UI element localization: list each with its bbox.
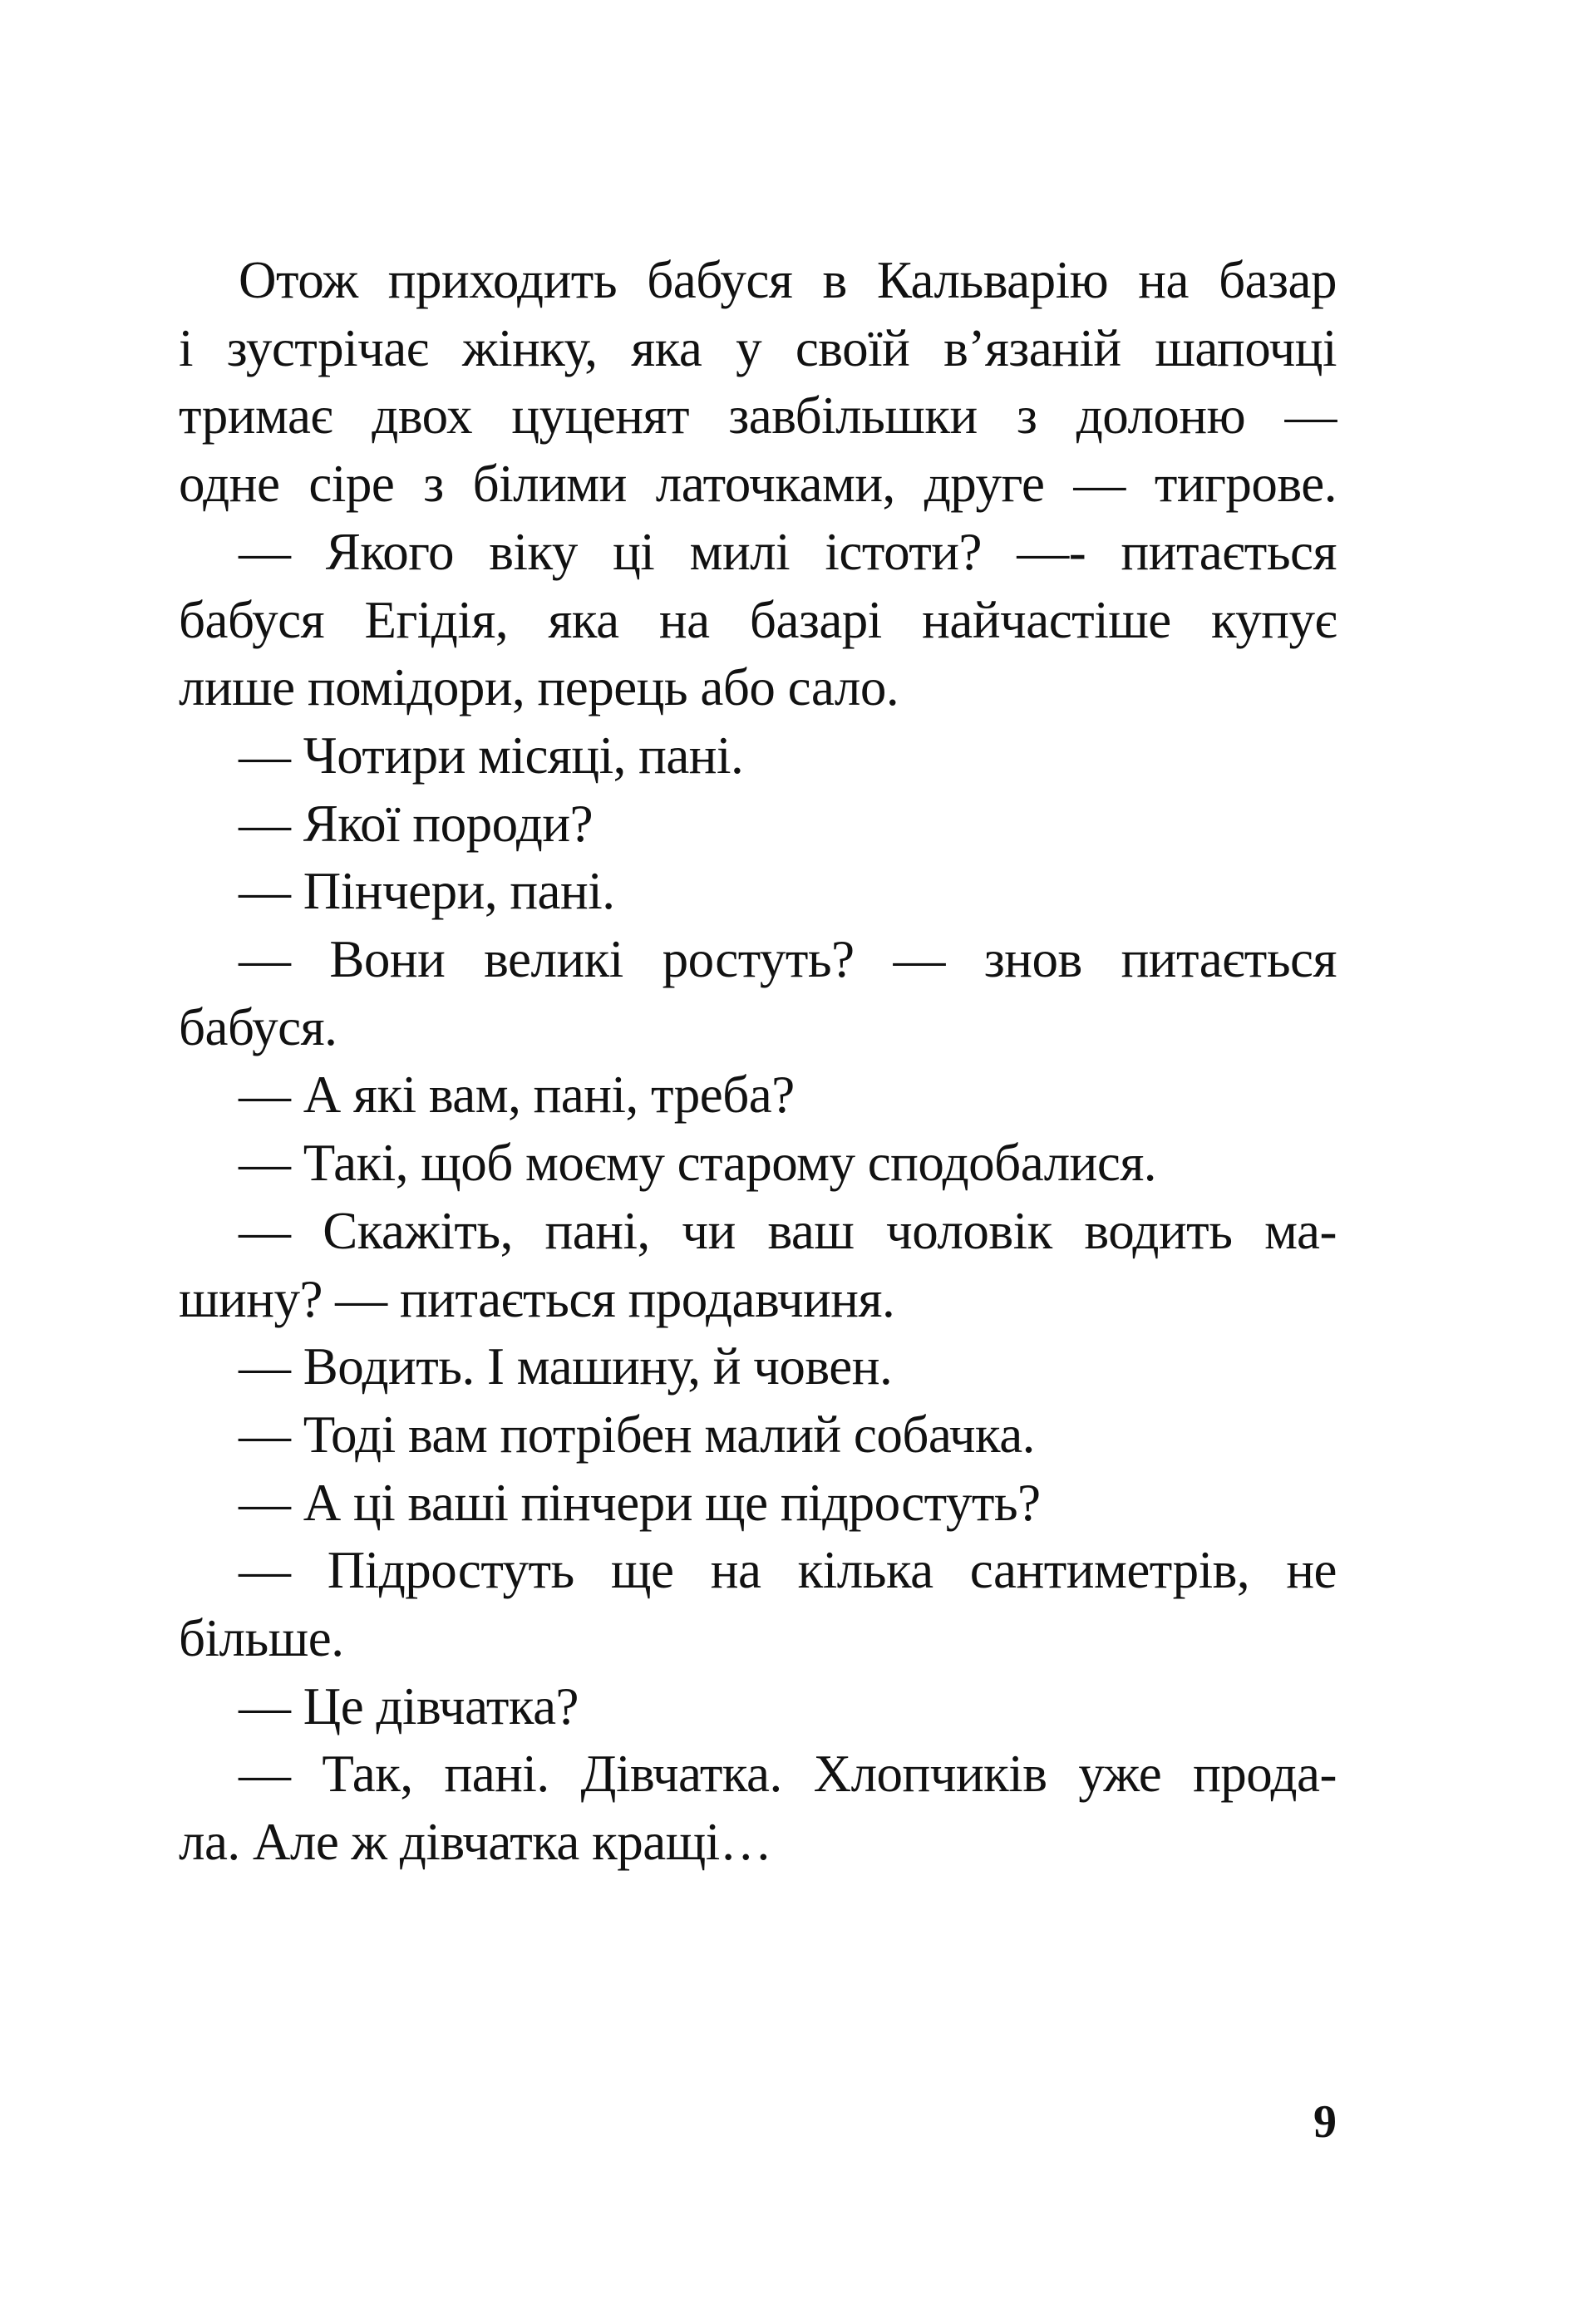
text-line: більше. xyxy=(179,1609,344,1668)
text-line: — Пінчери, пані. xyxy=(239,862,615,921)
text-line: — Якого віку ці милі істоти? —- питається xyxy=(239,522,1337,581)
text-line: — Якої породи? xyxy=(239,794,594,853)
body-text xyxy=(179,247,1337,1877)
text-line: — А які вам, пані, треба? xyxy=(239,1066,795,1125)
text-line: — А ці ваші пінчери ще підростуть? xyxy=(239,1473,1041,1532)
text-line: шину? — питається продавчиня. xyxy=(179,1269,895,1328)
text-line: — Чотири місяці, пані. xyxy=(239,726,744,785)
text-line: ла. Але ж дівчатка кращі… xyxy=(179,1813,772,1872)
text-line: бабуся Егідія, яка на базарі найчастіше купує xyxy=(179,590,1337,649)
text-line: — Тоді вам потрібен малий собачка. xyxy=(239,1405,1035,1464)
text-line: і зустрічає жінку, яка у своїй в’язаній шапочці xyxy=(179,318,1337,377)
page-number: 9 xyxy=(1313,2096,1337,2148)
text-line: тримає двох цуценят завбільшки з долоню — xyxy=(179,386,1337,446)
text-line: — Вони великі ростуть? — знов питається xyxy=(239,930,1337,989)
text-line: — Скажіть, пані, чи ваш чоловік водить ма- xyxy=(239,1201,1337,1260)
text-line: Отож приходить бабуся в Кальварію на базар xyxy=(239,251,1337,309)
text-line: лише помідори, перець або сало. xyxy=(179,658,899,717)
text-line: — Це дівчатка? xyxy=(239,1676,579,1735)
text-line: бабуся. xyxy=(179,997,337,1056)
text-line: — Водить. І машину, й човен. xyxy=(239,1337,893,1396)
text-line: — Так, пані. Дівчатка. Хлопчиків уже прода- xyxy=(239,1745,1337,1804)
text-line: — Підростуть ще на кілька сантиметрів, не xyxy=(239,1541,1337,1600)
text-line: — Такі, щоб моєму старому сподобалися. xyxy=(239,1134,1157,1193)
text-line: одне сіре з білими латочками, друге — тигрове. xyxy=(179,455,1337,514)
